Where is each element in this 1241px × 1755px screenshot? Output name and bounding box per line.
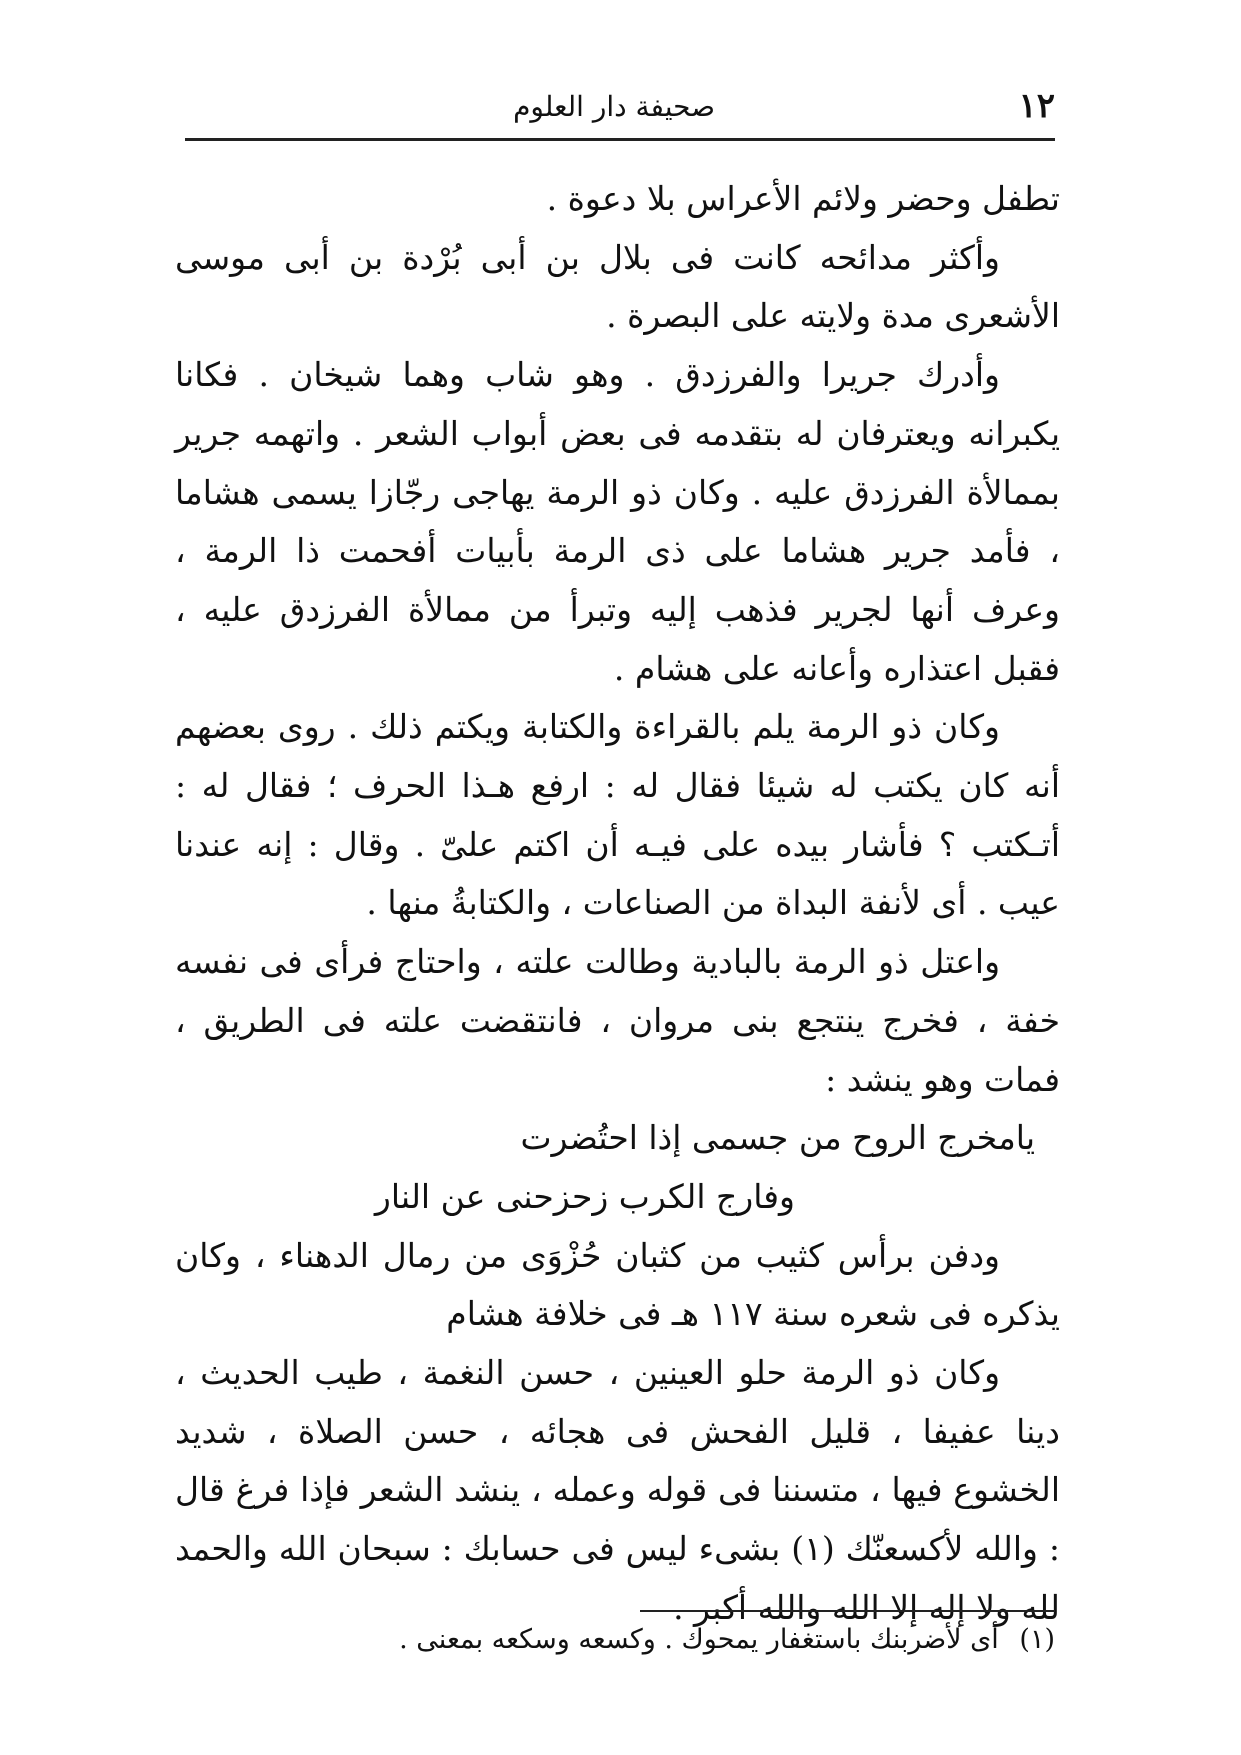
page-number: ١٢ (1018, 86, 1055, 126)
footnote-text: أى لأضربنك باستغفار يمحوك . وكسعه وسكعه بمعنى . (399, 1624, 999, 1655)
paragraph: تطفل وحضر ولائم الأعراس بلا دعوة . (546, 179, 1060, 218)
paragraph: وأكثر مدائحه كانت فى بلال بن أبى بُرْدة بن أبى موسى الأشعرى مدة ولايته على البصرة . (175, 237, 1060, 336)
verse-line: وفارج الكرب زحزحنى عن النار (374, 1176, 795, 1216)
paragraph: ودفن برأس كثيب من كثبان حُزْوَى من رمال الدهناء ، وكان يذكره فى شعره سنة ١١٧ هـ فى خلافة هشام (175, 1235, 1060, 1334)
footnote-rule (640, 1610, 1055, 1612)
header-rule (185, 138, 1055, 141)
verse-line: يامخرج الروح من جسمى إذا احتُضرت (520, 1118, 1035, 1158)
page-header (195, 78, 1055, 138)
footnote (175, 1618, 1055, 1662)
paragraph: وكان ذو الرمة يلم بالقراءة والكتابة ويكتم ذلك . روى بعضهم أنه كان يكتب له شيئا فقال له : ارفع هـذا الحرف ؛ فقال له : أتـكتب ؟ فأشار بيده على فيـه أن اكتم علىّ . وقال : إنه عندنا عيب . أى لأنفة البداة من الصناعات ، والكتابةُ منها . (175, 707, 1060, 923)
paragraph: وكان ذو الرمة حلو العينين ، حسن النغمة ، طيب الحديث ، دينا عفيفا ، قليل الفحش فى هجائه ، حسن الصلاة ، شديد الخشوع فيها ، متسننا فى قوله وعمله ، ينشد الشعر فإذا فرغ قال : والله لأكسعنّك (١) بشىء ليس فى حسابك : سبحان الله والحمد لله ولا إله إلا الله والله أكبر . (175, 1353, 1060, 1627)
paragraph: واعتل ذو الرمة بالبادية وطالت علته ، واحتاج فرأى فى نفسه خفة ، فخرج ينتجع بنى مروان ، فانتقضت علته فى الطريق ، فمات وهو ينشد : (175, 942, 1060, 1099)
paragraph: وأدرك جريرا والفرزدق . وهو شاب وهما شيخان . فكانا يكبرانه ويعترفان له بتقدمه فى بعض أبواب الشعر . واتهمه جرير بممالأة الفرزدق عليه . وكان ذو الرمة يهاجى رجّازا يسمى هشاما ، فأمد جرير هشاما على ذى الرمة بأبيات أفحمت ذا الرمة ، وعرف أنها لجرير فذهب إليه وتبرأ من ممالأة الفرزدق عليه ، فقبل اعتذاره وأعانه على هشام . (175, 355, 1060, 688)
footnote-marker: (١) (1019, 1624, 1055, 1655)
running-title: صحيفة دار العلوم (513, 90, 715, 123)
body-text (175, 170, 1060, 1638)
